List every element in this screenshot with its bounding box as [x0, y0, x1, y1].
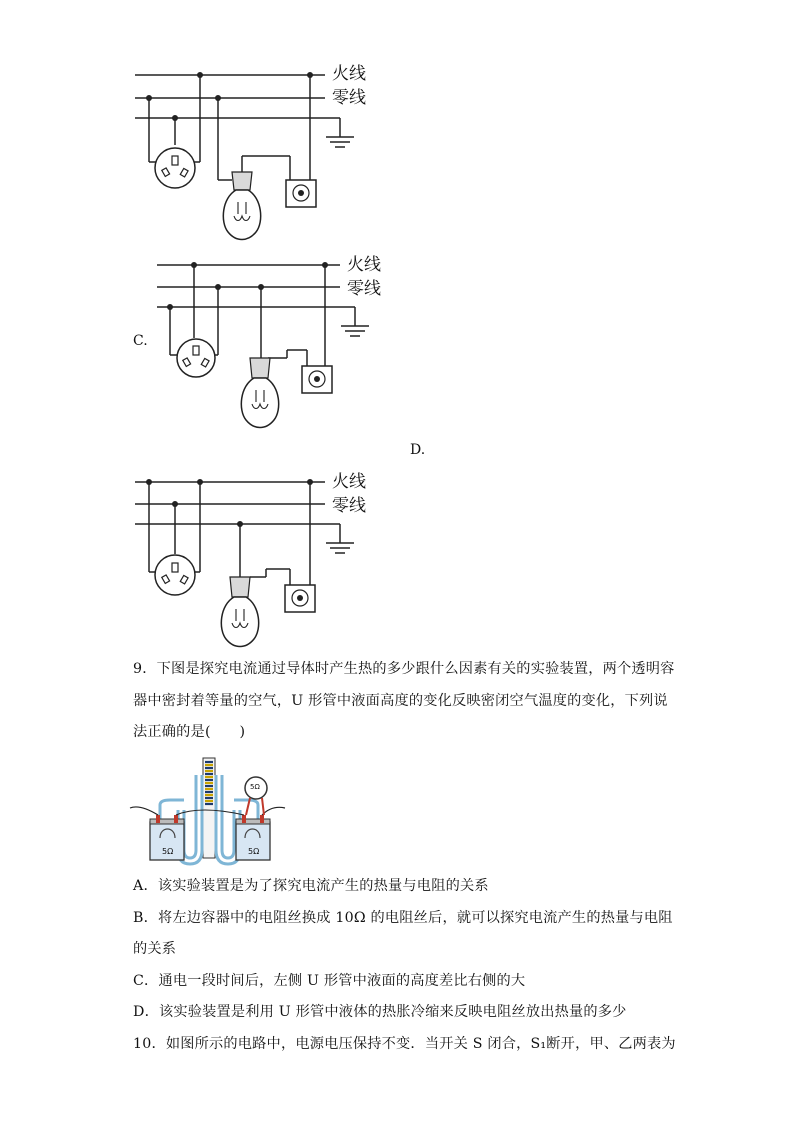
neutral-wire-label: 零线	[347, 279, 381, 299]
q9-option-a: A．该实验装置是为了探究电流产生的热量与电阻的关系	[133, 878, 489, 894]
q9-option-b-cont: 的关系	[133, 941, 177, 957]
q9-option-d: D．该实验装置是利用 U 形管中液体的热胀冷缩来反映电阻丝放出热量的多少	[133, 1004, 627, 1020]
live-wire-label: 火线	[332, 472, 366, 492]
q9-stem-line1: 9．下图是探究电流通过导体时产生热的多少跟什么因素有关的实验装置，两个透明容	[133, 661, 675, 677]
option-d-letter: D.	[410, 442, 426, 458]
q9-option-c: C．通电一段时间后，左侧 U 形管中液面的高度差比右侧的大	[133, 973, 526, 989]
parallel-resistor-label: 5Ω	[250, 783, 260, 791]
q9-stem-line2: 器中密封着等量的空气，U 形管中液面高度的变化反映密闭空气温度的变化，下列说	[133, 693, 668, 709]
right-resistor-label: 5Ω	[248, 847, 260, 856]
live-wire-label: 火线	[332, 64, 366, 84]
left-resistor-label: 5Ω	[162, 847, 174, 856]
q10-stem-line1: 10．如图所示的电路中，电源电压保持不变．当开关 S 闭合，S₁断开，甲、乙两表为	[133, 1036, 676, 1052]
neutral-wire-label: 零线	[332, 496, 366, 516]
q9-option-b: B．将左边容器中的电阻丝换成 10Ω 的电阻丝后，就可以探究电流产生的热量与电阻	[133, 910, 673, 926]
live-wire-label: 火线	[347, 255, 381, 275]
option-c-letter: C.	[133, 333, 148, 349]
neutral-wire-label: 零线	[332, 88, 366, 108]
q9-stem-line3: 法正确的是( )	[133, 724, 246, 740]
